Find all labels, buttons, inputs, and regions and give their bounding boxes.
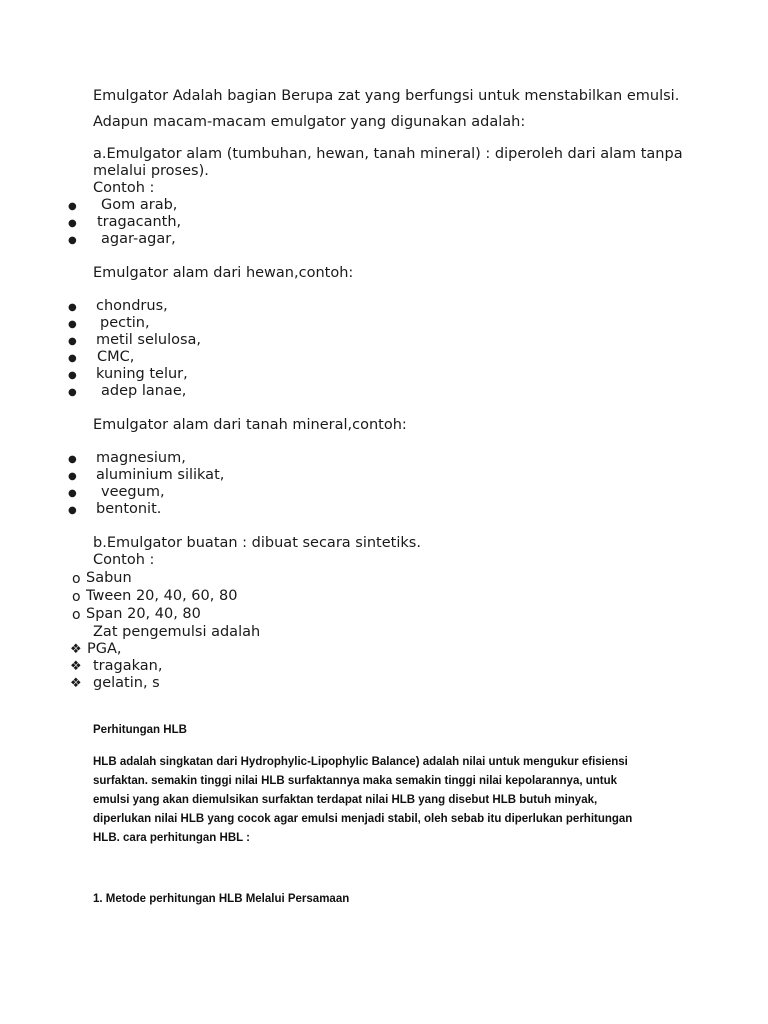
- bullet-icon: ●: [68, 387, 77, 398]
- list-item: tragakan,: [93, 658, 163, 674]
- animal-heading: Emulgator alam dari hewan,contoh:: [93, 265, 354, 281]
- diamond-bullet-icon: ❖: [70, 676, 82, 691]
- bullet-icon: ●: [68, 505, 77, 516]
- diamond-bullet-icon: ❖: [70, 659, 82, 674]
- list-item: CMC,: [97, 349, 135, 365]
- list-item: Sabun: [86, 570, 132, 586]
- bullet-icon: ●: [68, 235, 77, 246]
- circle-bullet-icon: o: [72, 607, 81, 623]
- natural-emulsifier-line2: melalui proses).: [93, 163, 209, 179]
- bullet-icon: ●: [68, 454, 77, 465]
- list-item: kuning telur,: [96, 366, 188, 382]
- list-item: agar-agar,: [101, 231, 176, 247]
- circle-bullet-icon: o: [72, 571, 81, 587]
- bullet-icon: ●: [68, 370, 77, 381]
- natural-emulsifier-line1: a.Emulgator alam (tumbuhan, hewan, tanah mineral) : diperoleh dari alam tanpa: [93, 146, 683, 162]
- list-item: tragacanth,: [97, 214, 182, 230]
- hlb-paragraph-line: emulsi yang akan diemulsikan surfaktan terdapat nilai HLB yang disebut HLB butuh minyak,: [93, 794, 598, 806]
- list-item: metil selulosa,: [96, 332, 202, 348]
- hlb-paragraph-line: diperlukan nilai HLB yang cocok agar emulsi menjadi stabil, oleh sebab itu diperlukan perhitungan: [93, 813, 633, 825]
- bullet-icon: ●: [68, 336, 77, 347]
- list-item: Span 20, 40, 80: [86, 606, 201, 622]
- diamond-bullet-icon: ❖: [70, 642, 82, 657]
- hlb-paragraph-line: surfaktan. semakin tinggi nilai HLB surfaktannya maka semakin tinggi nilai kepolarannya, untuk: [93, 775, 618, 787]
- list-item: magnesium,: [96, 450, 186, 466]
- list-item: gelatin, s: [93, 675, 160, 691]
- list-item: veegum,: [101, 484, 165, 500]
- hlb-paragraph-line: HLB. cara perhitungan HBL :: [93, 832, 250, 844]
- bullet-icon: ●: [68, 353, 77, 364]
- intro-text: Emulgator Adalah bagian Berupa zat yang berfungsi untuk menstabilkan emulsi.: [93, 88, 680, 104]
- contoh-label: Contoh :: [93, 180, 155, 196]
- bullet-icon: ●: [68, 488, 77, 499]
- bullet-icon: ●: [68, 201, 77, 212]
- list-item: Gom arab,: [101, 197, 178, 213]
- bullet-icon: ●: [68, 471, 77, 482]
- list-item: Tween 20, 40, 60, 80: [86, 588, 238, 604]
- list-item: aluminium silikat,: [96, 467, 225, 483]
- contoh-label: Contoh :: [93, 552, 155, 568]
- pengemulsi-heading: Zat pengemulsi adalah: [93, 624, 261, 640]
- hlb-section-title: Perhitungan HLB: [93, 724, 187, 736]
- circle-bullet-icon: o: [72, 589, 81, 605]
- bullet-icon: ●: [68, 302, 77, 313]
- list-item: bentonit.: [96, 501, 162, 517]
- list-item: chondrus,: [96, 298, 168, 314]
- list-item: pectin,: [100, 315, 150, 331]
- method-heading: 1. Metode perhitungan HLB Melalui Persamaan: [93, 893, 350, 905]
- types-intro: Adapun macam-macam emulgator yang digunakan adalah:: [93, 114, 526, 130]
- list-item: PGA,: [87, 641, 122, 657]
- bullet-icon: ●: [68, 319, 77, 330]
- mineral-heading: Emulgator alam dari tanah mineral,contoh:: [93, 417, 407, 433]
- bullet-icon: ●: [68, 218, 77, 229]
- synthetic-emulsifier-line: b.Emulgator buatan : dibuat secara sintetiks.: [93, 535, 421, 551]
- list-item: adep lanae,: [101, 383, 187, 399]
- hlb-paragraph-line: HLB adalah singkatan dari Hydrophylic-Lipophylic Balance) adalah nilai untuk mengukur efisiensi: [93, 756, 628, 768]
